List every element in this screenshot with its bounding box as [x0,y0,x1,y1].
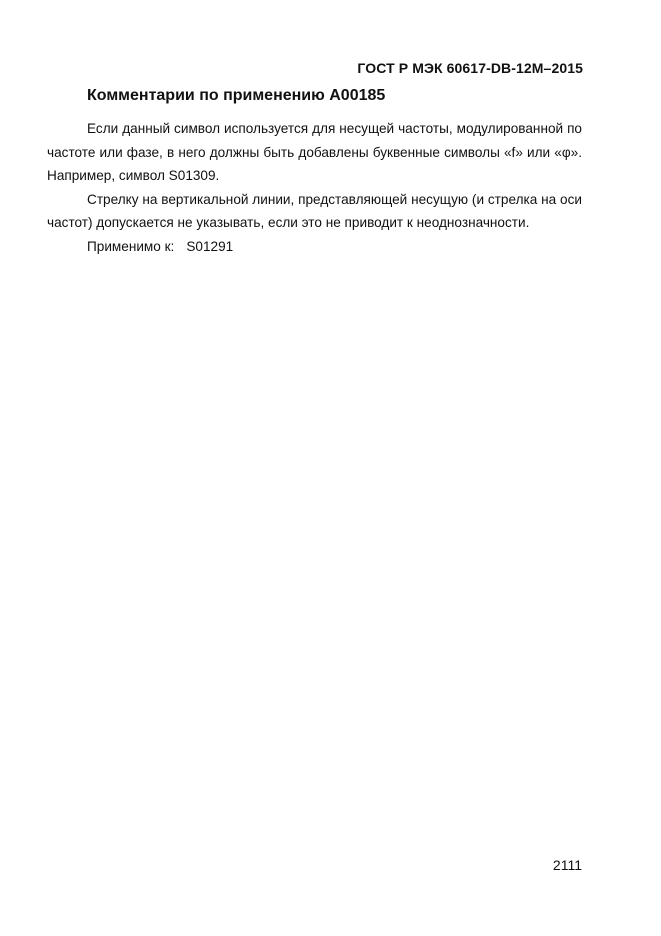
body-text [47,117,582,258]
applicable-label: Применимо к: [87,238,175,254]
paragraph-1: Если данный символ используется для несущей частоты, модулированной по частоте или фазе, в него должны быть добавлены буквенные символы «f» или «φ». Например, символ S01309. [47,121,582,183]
paragraph-2: Стрелку на вертикальной линии, представляющей несущую (и стрелка на оси частот) допускается не указывать, если это не приводит к неоднозначности. [47,191,582,230]
applicable-line [47,235,582,259]
section-title: Комментарии по применению A00185 [87,87,386,104]
applicable-code: S01291 [186,238,234,254]
standard-designation: ГОСТ Р МЭК 60617-DB-12M–2015 [357,60,583,76]
page-number: 2111 [552,857,582,873]
